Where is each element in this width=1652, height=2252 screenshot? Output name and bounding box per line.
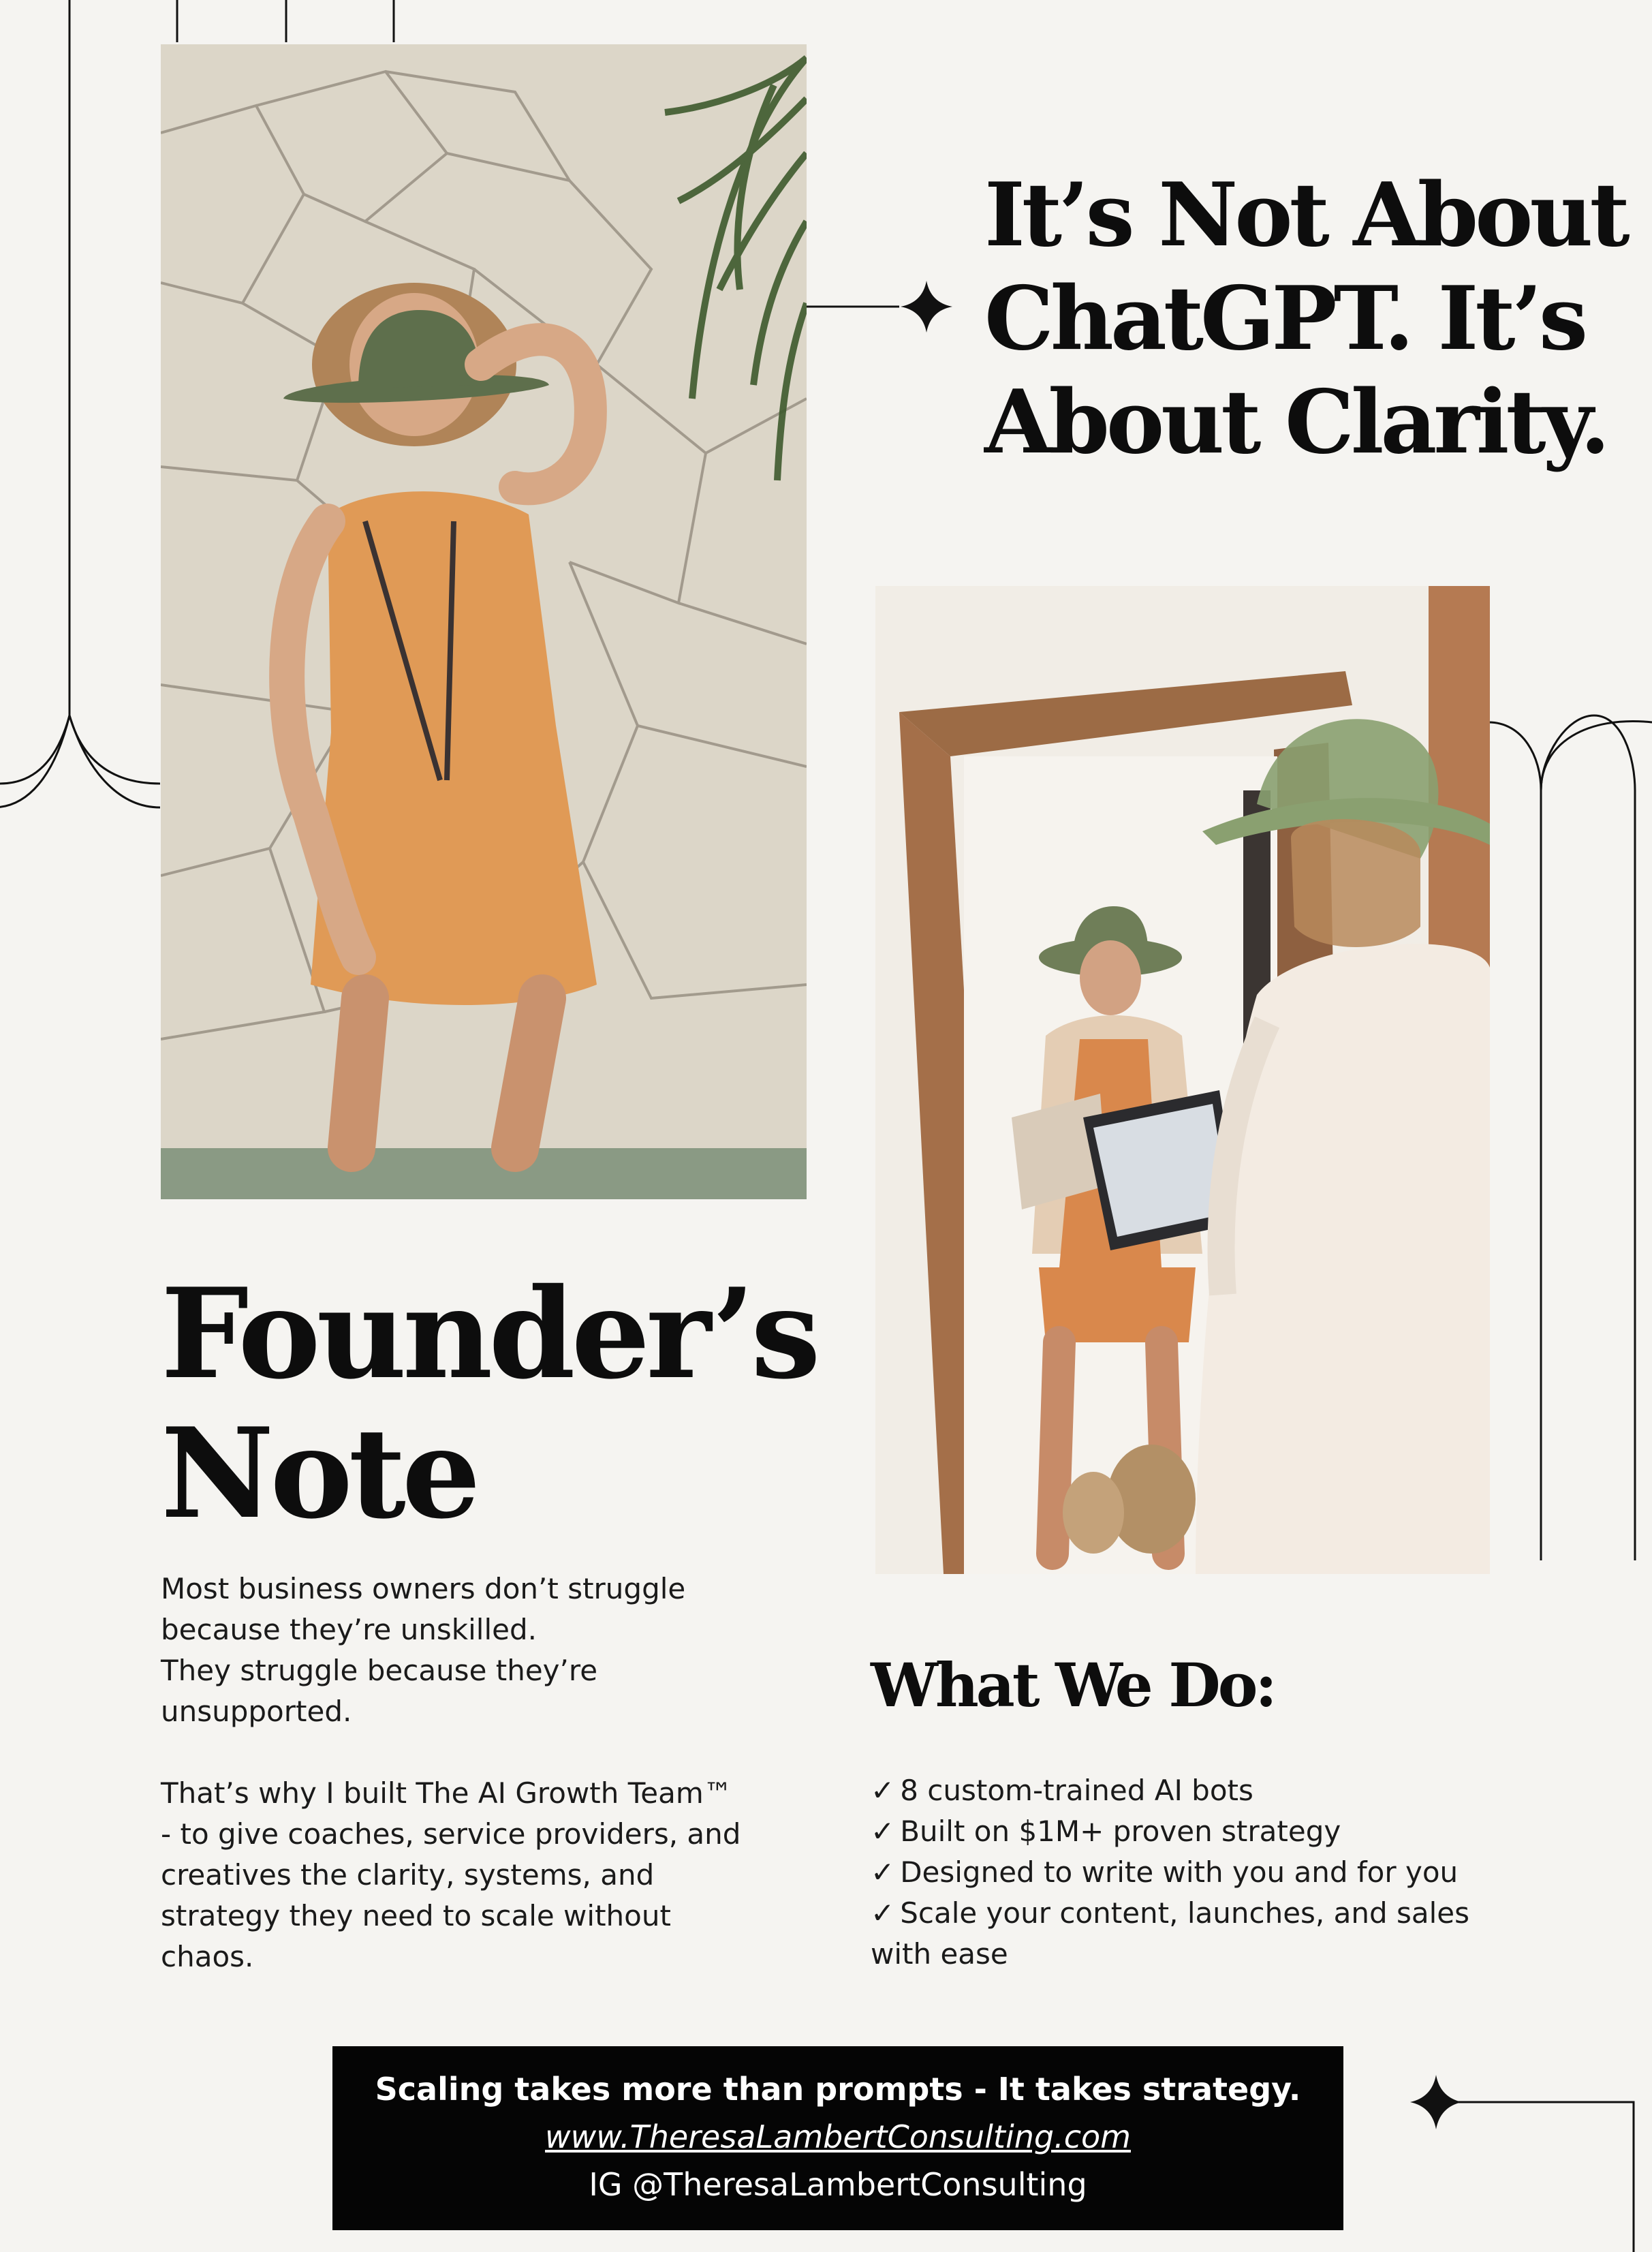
founder-note-title <box>161 1261 842 1546</box>
founder-note-body <box>161 1569 815 1977</box>
list-item-continuation: with ease <box>871 1937 1008 1971</box>
body-line: That’s why I built The AI Growth Team™ <box>161 1776 732 1810</box>
cta-tagline: Scaling takes more than prompts - It takes strategy. <box>375 2071 1301 2108</box>
body-line: strategy they need to scale without <box>161 1899 671 1932</box>
list-item: ✓ Designed to write with you and for you <box>871 1855 1459 1889</box>
check-icon: ✓ <box>871 1855 895 1889</box>
headline-line: About Clarity. <box>984 371 1607 474</box>
body-line: unsupported. <box>161 1695 352 1728</box>
cta-box <box>332 2046 1343 2230</box>
headline-line: It’s Not About <box>984 164 1627 266</box>
instagram-handle: IG @TheresaLambertConsulting <box>589 2166 1087 2203</box>
what-we-do-title: What We Do: <box>871 1650 1275 1721</box>
founder-photo-mirror-laptop <box>875 586 1490 1574</box>
body-line: creatives the clarity, systems, and <box>161 1858 655 1892</box>
body-line: chaos. <box>161 1940 254 1973</box>
check-icon: ✓ <box>871 1774 895 1807</box>
body-line: Most business owners don’t struggle <box>161 1572 686 1605</box>
four-point-sparkle-icon <box>901 281 952 333</box>
founder-note-title-line: Founder’s <box>161 1261 817 1406</box>
website-link[interactable]: www.TheresaLambertConsulting.com <box>545 2118 1131 2155</box>
headline-line: ChatGPT. It’s <box>984 268 1585 370</box>
check-icon: ✓ <box>871 1815 895 1848</box>
body-line: - to give coaches, service providers, and <box>161 1817 741 1851</box>
founder-photo-stone-wall <box>161 44 807 1199</box>
check-icon: ✓ <box>871 1896 895 1930</box>
list-item: ✓ Built on $1M+ proven strategy <box>871 1815 1341 1848</box>
list-item: ✓ 8 custom-trained AI bots <box>871 1774 1253 1807</box>
founder-note-title-line: Note <box>161 1400 477 1546</box>
four-point-sparkle-icon <box>1410 2075 1462 2129</box>
what-we-do-list <box>871 1770 1552 1975</box>
body-line: They struggle because they’re <box>161 1654 598 1687</box>
paragraph-spacer <box>161 1732 815 1773</box>
headline <box>984 164 1627 474</box>
body-line: because they’re unskilled. <box>161 1613 537 1646</box>
list-item: ✓ Scale your content, launches, and sales <box>871 1896 1469 1930</box>
